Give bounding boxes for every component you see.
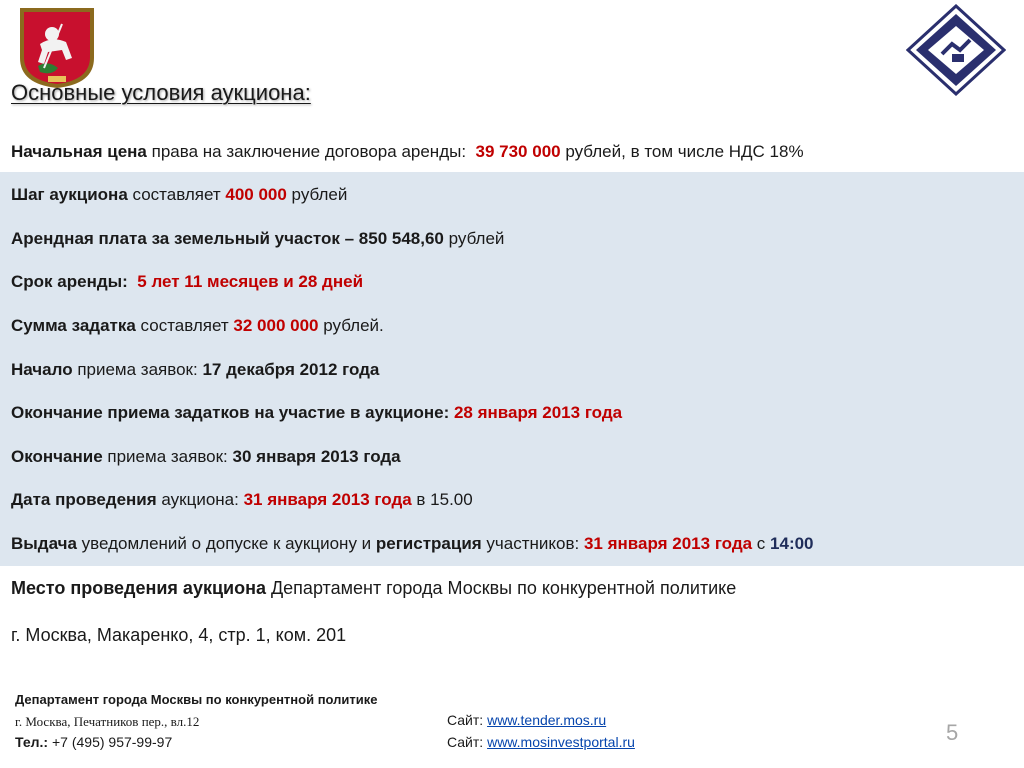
page-title: Основные условия аукциона: <box>11 80 311 105</box>
notification-text: уведомлений о допуске к аукциону и <box>76 534 376 553</box>
auction-step-tail: рублей <box>286 185 348 204</box>
application-end-label: Окончание <box>11 447 103 466</box>
application-start-value: 17 декабря 2012 года <box>202 360 380 379</box>
deposit-tail: рублей. <box>318 316 384 335</box>
footer-site-investportal <box>447 734 635 750</box>
rent-line <box>11 229 504 249</box>
registration-label: регистрация <box>375 534 482 553</box>
page-number: 5 <box>946 720 959 745</box>
starting-price-tail: рублей, в том числе НДС 18% <box>560 142 804 161</box>
footer-site-tender-label: Сайт: <box>447 712 488 728</box>
deposit-value: 32 000 000 <box>233 316 319 335</box>
starting-price-line <box>11 142 804 162</box>
starting-price-value: 39 730 000 <box>475 142 561 161</box>
auction-date-line <box>11 490 473 510</box>
application-end-value: 30 января 2013 года <box>232 447 401 466</box>
application-end-text: приема заявок: <box>102 447 233 466</box>
auction-step-text: составляет <box>127 185 226 204</box>
venue-line <box>11 578 736 599</box>
venue-address: г. Москва, Макаренко, 4, стр. 1, ком. 201 <box>11 625 347 645</box>
lease-term-value: 5 лет 11 месяцев и 28 дней <box>137 272 364 291</box>
tender-site-link[interactable]: www.tender.mos.ru <box>487 712 607 728</box>
auction-date-tail: в 15.00 <box>411 490 473 509</box>
moscow-coat-of-arms-icon <box>18 6 96 90</box>
auction-step-value: 400 000 <box>225 185 287 204</box>
rent-tail: рублей <box>443 229 505 248</box>
department-logo-icon <box>906 4 1006 96</box>
footer-site-investportal-label: Сайт: <box>447 734 488 750</box>
auction-date-value: 31 января 2013 года <box>243 490 412 509</box>
starting-price-label: Начальная цена <box>11 142 147 161</box>
venue-address-line <box>11 625 346 646</box>
application-start-line <box>11 360 379 380</box>
starting-price-text: права на заключение договора аренды: <box>146 142 476 161</box>
application-end-line <box>11 447 401 467</box>
footer-site-tender <box>447 712 606 728</box>
deposit-line <box>11 316 384 336</box>
investportal-site-link[interactable]: www.mosinvestportal.ru <box>487 734 635 750</box>
registration-from-text: с <box>752 534 771 553</box>
application-start-label: Начало <box>11 360 73 379</box>
lease-term-line <box>11 272 363 292</box>
auction-step-line <box>11 185 347 205</box>
notification-label: Выдача <box>11 534 77 553</box>
footer-phone-number: +7 (495) 957-99-97 <box>48 734 173 750</box>
footer-org-name: Департамент города Москвы по конкурентной политике <box>15 692 378 707</box>
registration-date-value: 31 января 2013 года <box>583 534 753 553</box>
venue-label: Место проведения аукциона <box>11 578 266 598</box>
footer-phone-label: Тел.: <box>15 734 49 750</box>
notification-line <box>11 534 814 554</box>
footer-address: г. Москва, Печатников пер., вл.12 <box>15 714 200 729</box>
venue-text: Департамент города Москвы по конкурентной политике <box>265 578 737 598</box>
rent-label: Арендная плата за земельный участок – <box>11 229 359 248</box>
lease-term-label: Срок аренды: <box>11 272 138 291</box>
rent-value: 850 548,60 <box>358 229 444 248</box>
deposit-deadline-label: Окончание приема задатков на участие в аукционе: <box>11 403 454 422</box>
deposit-label: Сумма задатка <box>11 316 136 335</box>
deposit-deadline-line <box>11 403 622 423</box>
deposit-deadline-value: 28 января 2013 года <box>453 403 623 422</box>
auction-date-label: Дата проведения <box>11 490 157 509</box>
registration-time-value: 14:00 <box>770 534 814 553</box>
footer-phone <box>15 734 172 750</box>
application-start-text: приема заявок: <box>72 360 203 379</box>
deposit-text: составляет <box>135 316 234 335</box>
auction-date-text: аукциона: <box>156 490 244 509</box>
auction-step-label: Шаг аукциона <box>11 185 128 204</box>
registration-text: участников: <box>481 534 584 553</box>
